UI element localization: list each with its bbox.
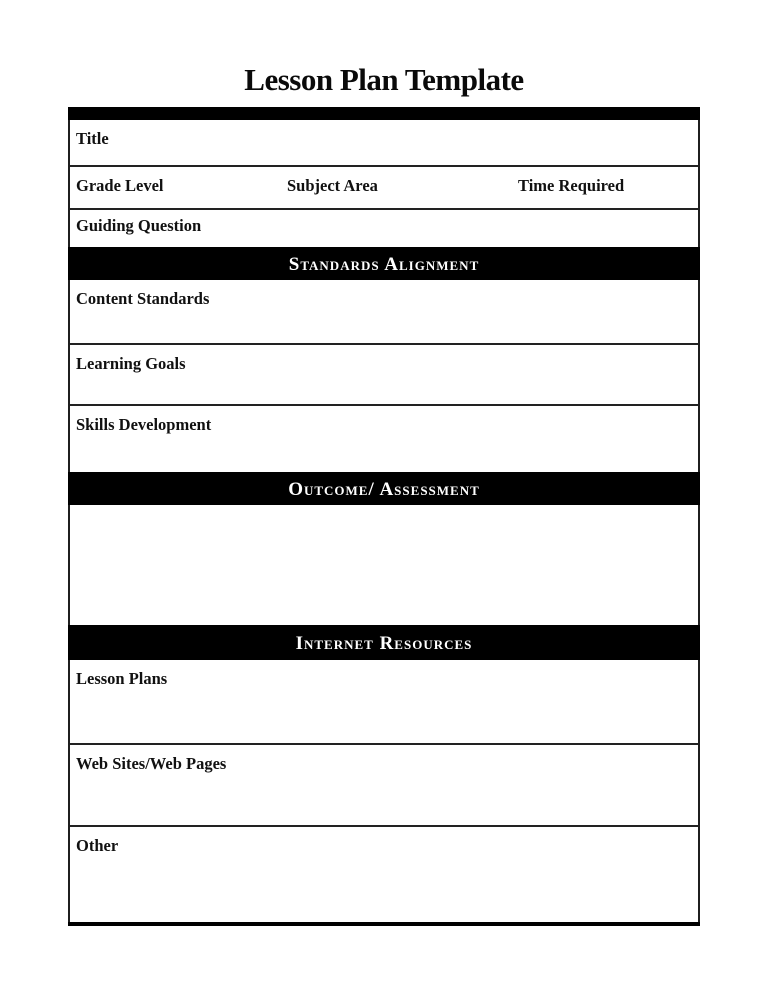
- row-learning-goals: [70, 345, 698, 406]
- section-bar-standards-alignment: [68, 247, 700, 280]
- row-content-standards: [70, 280, 698, 345]
- section-bar-internet-resources: [68, 625, 700, 660]
- internet-resources-heading: Internet Resources: [295, 632, 473, 654]
- table-top-bar: [68, 107, 700, 120]
- outcome-assessment-heading: Outcome/ Assessment: [288, 478, 480, 500]
- row-skills-development: [70, 406, 698, 472]
- grade-level-field-label: Grade Level: [76, 176, 164, 195]
- row-guiding-question: [70, 210, 698, 247]
- subject-area-field-label: Subject Area: [287, 176, 378, 195]
- row-web-sites-web-pages: [70, 745, 698, 827]
- row-outcome-assessment-blank: [70, 505, 698, 625]
- row-other: [70, 827, 698, 922]
- lesson-plans-field-label: Lesson Plans: [76, 669, 168, 688]
- web-sites-web-pages-field-label: Web Sites/Web Pages: [76, 754, 227, 773]
- table-bottom-bar: [68, 922, 700, 926]
- title-field-label: Title: [76, 129, 109, 148]
- row-lesson-plans: [70, 660, 698, 745]
- page-title: Lesson Plan Template: [244, 62, 524, 97]
- learning-goals-field-label: Learning Goals: [76, 354, 186, 373]
- other-field-label: Other: [76, 836, 119, 855]
- guiding-question-field-label: Guiding Question: [76, 216, 202, 235]
- standards-alignment-heading: Standards Alignment: [288, 253, 480, 275]
- row-grade-subject-time: [70, 167, 698, 210]
- content-standards-field-label: Content Standards: [76, 289, 210, 308]
- row-title: [70, 120, 698, 167]
- section-bar-outcome-assessment: [68, 472, 700, 505]
- time-required-field-label: Time Required: [518, 176, 625, 195]
- skills-development-field-label: Skills Development: [76, 415, 212, 434]
- lesson-plan-form: [68, 107, 700, 926]
